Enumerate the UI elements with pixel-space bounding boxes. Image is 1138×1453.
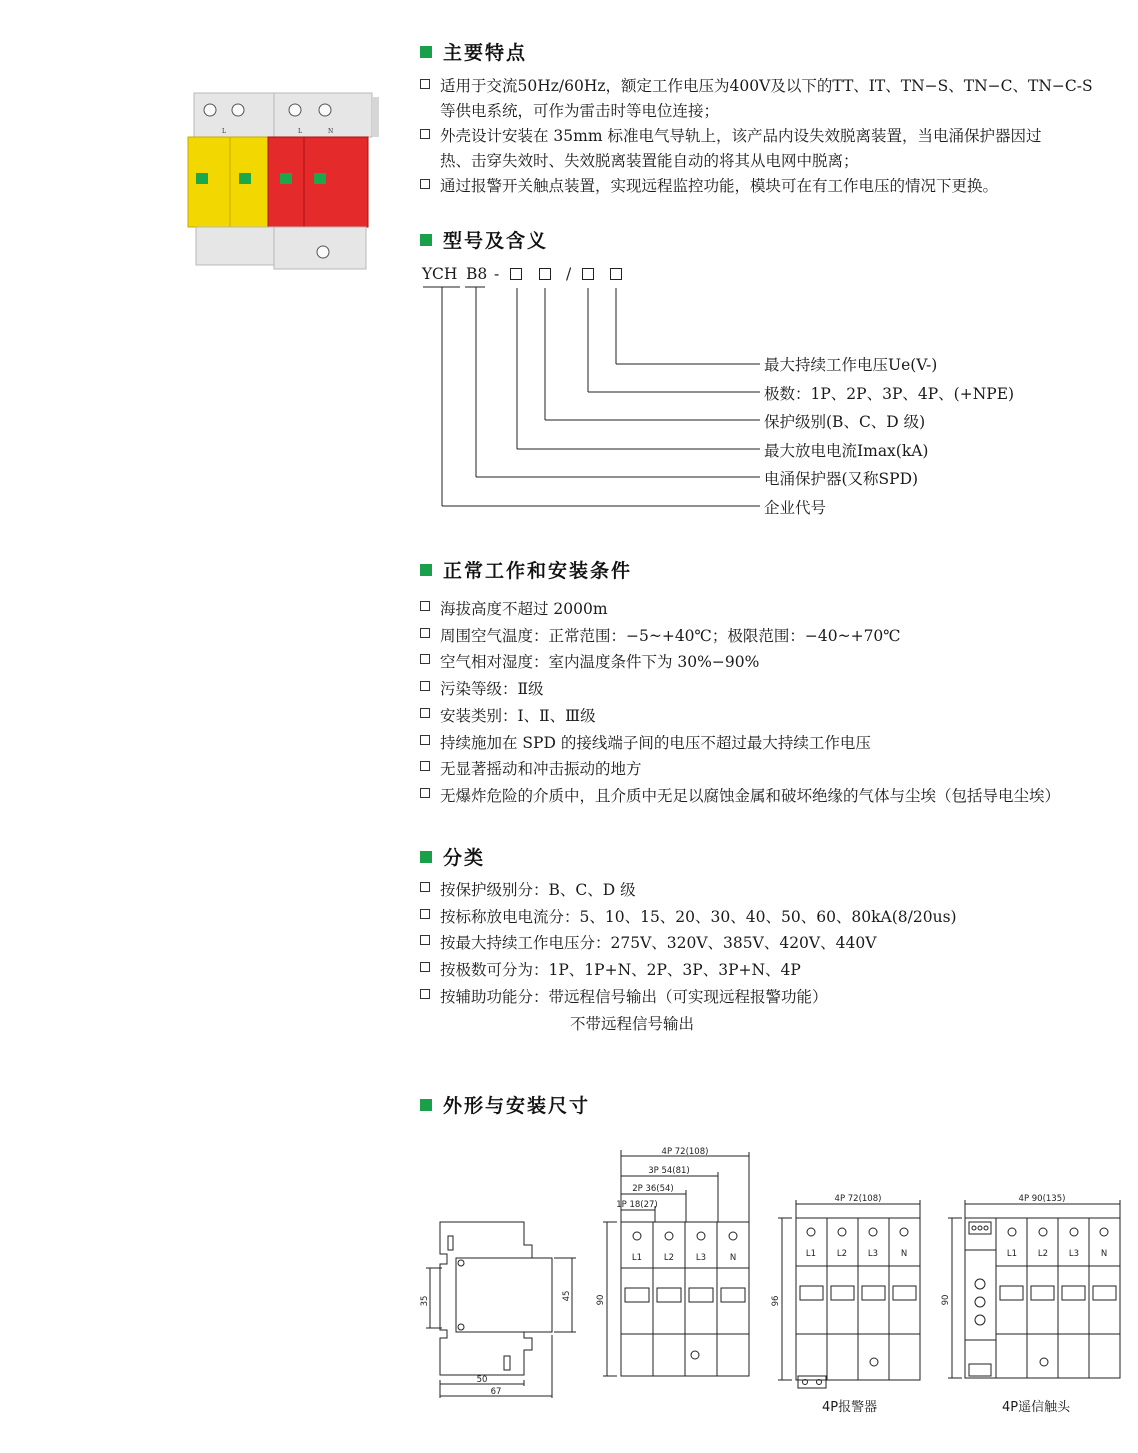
model-heading — [420, 226, 548, 253]
checkbox-icon — [420, 79, 430, 89]
checkbox-icon — [420, 989, 430, 999]
checkbox-icon — [420, 628, 430, 638]
terminal-label: N — [729, 1253, 737, 1263]
model-code-box — [610, 265, 622, 283]
dim-50: 50 — [476, 1375, 488, 1385]
model-label: 保护级别(B、C、D 级) — [764, 413, 926, 431]
side-view-drawing — [412, 1210, 584, 1405]
conditions-heading — [420, 556, 632, 583]
terminal-label: N — [1100, 1249, 1108, 1259]
model-code-box — [539, 265, 551, 283]
square-bullet-icon — [420, 234, 432, 246]
square-bullet-icon — [420, 851, 432, 863]
classification-item: 按极数可分为：1P、1P+N、2P、3P、3P+N、4P — [420, 957, 957, 984]
feature-text: 通过报警开关触点装置，实现远程监控功能，模块可在有工作电压的情况下更换。 — [440, 177, 999, 195]
checkbox-icon — [420, 882, 430, 892]
checkbox-icon — [420, 654, 430, 664]
model-code-box — [582, 265, 594, 283]
model-title: 型号及含义 — [443, 230, 549, 252]
terminal-label: L3 — [867, 1249, 879, 1259]
condition-item: 空气相对湿度：室内温度条件下为 30%−90% — [420, 649, 1060, 676]
dim-35: 35 — [420, 1295, 430, 1307]
condition-item: 海拔高度不超过 2000m — [420, 596, 1060, 623]
classification-title: 分类 — [443, 847, 486, 869]
checkbox-icon — [420, 935, 430, 945]
model-code-series: B8 — [466, 265, 488, 283]
checkbox-icon — [420, 179, 430, 189]
dim-3p: 3P 54(81) — [648, 1166, 690, 1176]
product-photo — [170, 85, 385, 275]
terminal-letter: N — [328, 128, 334, 135]
model-diagram-lines — [420, 285, 770, 515]
dim-remote-height: 90 — [941, 1294, 951, 1306]
alarm-caption: 4P报警器 — [822, 1400, 878, 1415]
remote-signal-drawing — [938, 1188, 1128, 1388]
dim-2p: 2P 36(54) — [632, 1184, 674, 1194]
dim-4p: 4P 72(108) — [661, 1147, 709, 1157]
model-label: 最大放电电流Imax(kA) — [764, 442, 929, 460]
dim-67: 67 — [490, 1387, 502, 1397]
feature-text: 等供电系统，可作为雷击时等电位连接； — [440, 102, 720, 120]
dim-remote-width: 4P 90(135) — [1018, 1194, 1066, 1204]
classification-item-continued: 不带远程信号输出 — [570, 1014, 695, 1033]
terminal-label: L3 — [1068, 1249, 1080, 1259]
classification-item: 按标称放电电流分：5、10、15、20、30、40、50、60、80kA(8/20us) — [420, 904, 957, 931]
feature-text: 热、击穿失效时、失效脱离装置能自动的将其从电网中脱离； — [440, 152, 859, 170]
terminal-label: N — [900, 1249, 908, 1259]
features-title: 主要特点 — [443, 42, 528, 64]
terminal-letter: L — [298, 128, 302, 135]
condition-item: 无显著摇动和冲击振动的地方 — [420, 756, 1060, 783]
classification-item: 按辅助功能分：带远程信号输出（可实现远程报警功能） — [420, 984, 957, 1011]
terminal-label: L2 — [836, 1249, 848, 1259]
dim-alarm-width: 4P 72(108) — [834, 1194, 882, 1204]
condition-item: 无爆炸危险的介质中，且介质中无足以腐蚀金属和破坏绝缘的气体与尘埃（包括导电尘埃） — [420, 783, 1060, 810]
model-code-prefix: YCH — [422, 265, 458, 283]
classification-item: 按最大持续工作电压分：275V、320V、385V、420V、440V — [420, 930, 957, 957]
feature-text: 适用于交流50Hz/60Hz，额定工作电压为400V及以下的TT、IT、TN−S、TN−C、TN−C-S — [440, 77, 1093, 95]
square-bullet-icon — [420, 564, 432, 576]
checkbox-icon — [420, 761, 430, 771]
front-view-drawing — [593, 1140, 753, 1385]
condition-item: 安装类别：Ⅰ、Ⅱ、Ⅲ级 — [420, 703, 1060, 730]
checkbox-icon — [420, 962, 430, 972]
condition-item: 周围空气温度：正常范围：−5~+40℃；极限范围：−40~+70℃ — [420, 623, 1060, 650]
classification-list — [420, 877, 957, 1037]
conditions-list — [420, 596, 1060, 810]
dim-45: 45 — [562, 1290, 572, 1302]
checkbox-icon — [420, 788, 430, 798]
alarm-drawing — [768, 1188, 930, 1393]
model-label: 电涌保护器(又称SPD) — [764, 470, 919, 488]
features-heading — [420, 38, 527, 65]
dim-height: 90 — [596, 1294, 606, 1306]
feature-item — [420, 74, 1093, 124]
model-code-box — [510, 265, 522, 283]
feature-text: 外壳设计安装在 35mm 标准电气导轨上，该产品内设失效脱离装置，当电涌保护器因过 — [440, 127, 1042, 145]
classification-heading — [420, 843, 485, 870]
checkbox-icon — [420, 735, 430, 745]
dim-alarm-height: 96 — [771, 1295, 781, 1307]
checkbox-icon — [420, 601, 430, 611]
condition-item: 污染等级：Ⅱ级 — [420, 676, 1060, 703]
terminal-label: L1 — [631, 1253, 643, 1263]
features-list — [420, 74, 1093, 199]
dimensions-title: 外形与安装尺寸 — [443, 1095, 591, 1117]
terminal-label: L3 — [695, 1253, 707, 1263]
checkbox-icon — [420, 129, 430, 139]
checkbox-icon — [420, 681, 430, 691]
terminal-letter: L — [222, 128, 226, 135]
dim-1p: 1P 18(27) — [616, 1200, 658, 1210]
checkbox-icon — [420, 708, 430, 718]
model-code-dash: - — [494, 265, 500, 283]
model-label: 最大持续工作电压Ue(V-) — [764, 356, 938, 374]
square-bullet-icon — [420, 46, 432, 58]
terminal-label: L1 — [1006, 1249, 1018, 1259]
classification-item: 按保护级别分：B、C、D 级 — [420, 877, 957, 904]
terminal-label: L1 — [805, 1249, 817, 1259]
checkbox-icon — [420, 909, 430, 919]
remote-caption: 4P遥信触头 — [1002, 1400, 1071, 1415]
feature-item — [420, 174, 1093, 199]
condition-item: 持续施加在 SPD 的接线端子间的电压不超过最大持续工作电压 — [420, 730, 1060, 757]
model-code-slash: / — [566, 265, 572, 283]
terminal-label: L2 — [1037, 1249, 1049, 1259]
model-label: 极数：1P、2P、3P、4P、(+NPE) — [764, 385, 1015, 403]
dimensions-heading — [420, 1091, 590, 1118]
feature-item — [420, 124, 1093, 174]
model-label: 企业代号 — [764, 499, 827, 517]
terminal-label: L2 — [663, 1253, 675, 1263]
square-bullet-icon — [420, 1099, 432, 1111]
conditions-title: 正常工作和安装条件 — [443, 560, 633, 582]
